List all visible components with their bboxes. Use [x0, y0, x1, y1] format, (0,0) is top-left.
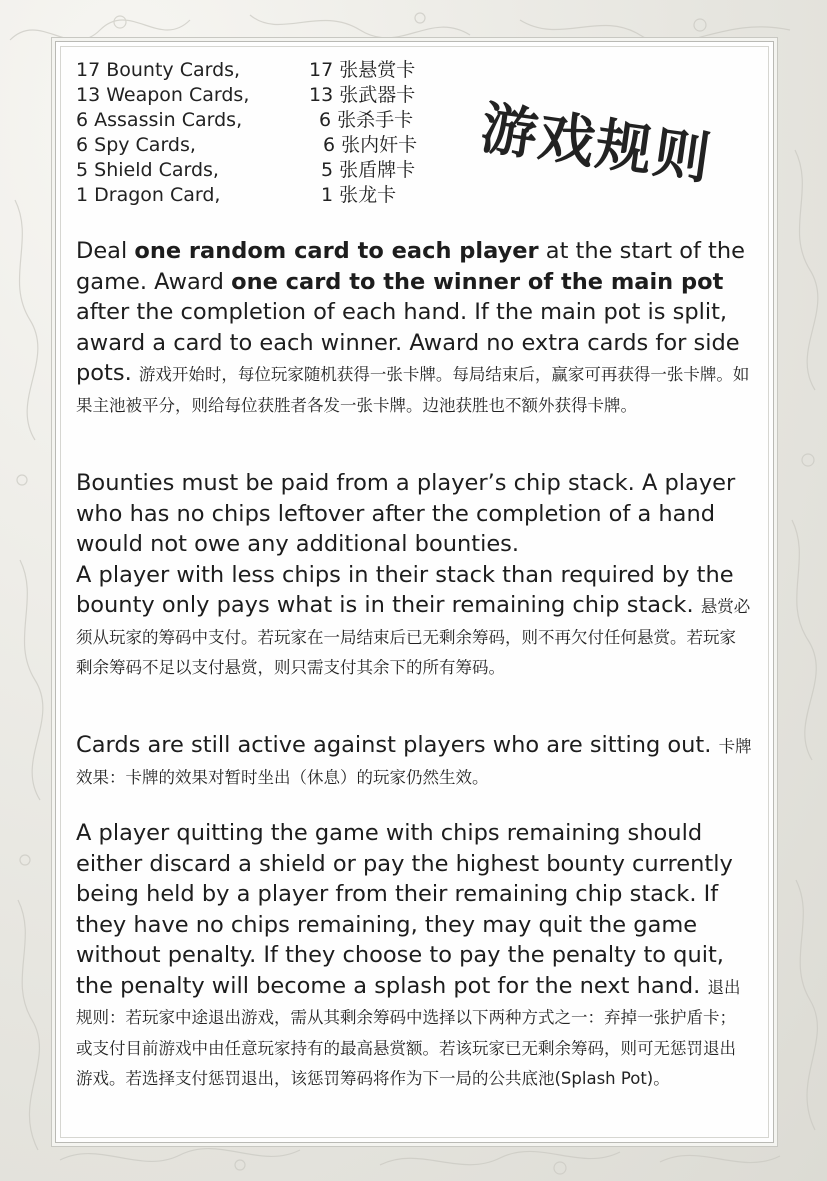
active-cards-section — [76, 730, 752, 791]
deal-rules-section — [76, 236, 752, 419]
card-name-zh: 17 张悬赏卡 — [309, 59, 416, 81]
card-name-zh: 6 张内奸卡 — [323, 134, 418, 156]
quitting-text: A player quitting the game with chips remaining should either discard a shield or pay the highest bounty currently being held by a player from their remaining chip stack. If they have no chips remaining, they may quit the game without penalty. If they choose to pay the penalty to quit, the penalty will become a splash pot for the next hand. — [76, 820, 733, 999]
quitting-section — [76, 818, 752, 1093]
card-name-en: 6 Spy Cards, — [76, 134, 196, 156]
card-name-en: 5 Shield Cards, — [76, 159, 219, 181]
card-list-item — [76, 83, 417, 108]
card-list-item — [76, 158, 417, 183]
card-list-item — [76, 58, 417, 83]
card-name-zh: 5 张盾牌卡 — [321, 159, 416, 181]
bounties-text-1: Bounties must be paid from a player’s chip stack. A player who has no chips leftover after the completion of a hand would not owe any additional bounties. — [76, 470, 736, 557]
card-list-item — [76, 133, 417, 158]
bounties-text-zh: 悬赏必须从玩家的筹码中支付。若玩家在一局结束后已无剩余筹码，则不再欠付任何悬赏。若玩家剩余筹码不足以支付悬赏，则只需支付其余下的所有筹码。 — [76, 597, 751, 677]
card-name-en: 17 Bounty Cards, — [76, 59, 241, 81]
bounties-text-2: A player with less chips in their stack than required by the bounty only pays what is in their remaining chip stack. — [76, 561, 734, 618]
deal-text-zh: 游戏开始时，每位玩家随机获得一张卡牌。每局结束后，赢家可再获得一张卡牌。如果主池被平分，则给每位获胜者各发一张卡牌。边池获胜也不额外获得卡牌。 — [76, 365, 750, 415]
deal-text: at the start of the game. Award — [76, 238, 745, 295]
card-name-zh: 13 张武器卡 — [309, 84, 416, 106]
card-name-zh: 6 张杀手卡 — [319, 109, 414, 131]
card-list — [76, 58, 417, 208]
card-name-zh: 1 张龙卡 — [321, 184, 397, 206]
page-title: 游戏规则 — [476, 95, 716, 193]
deal-text: after the completion of each hand. If the main pot is split, award a card to each winner. Award no extra cards for side pots. — [76, 299, 740, 386]
deal-highlight-1: one random card to each player — [134, 238, 539, 264]
card-list-item — [76, 108, 417, 133]
quitting-text-zh: 退出规则：若玩家中途退出游戏，需从其剩余筹码中选择以下两种方式之一：弃掉一张护盾卡；或支付目前游戏中由任意玩家持有的最高悬赏额。若该玩家已无剩余筹码，则可无惩罚退出游戏。若选择支付惩罚退出，该惩罚筹码将作为下一局的公共底池(Splash Pot)。 — [76, 977, 741, 1088]
active-cards-text-zh: 卡牌效果：卡牌的效果对暂时坐出（休息）的玩家仍然生效。 — [76, 737, 752, 787]
card-list-item — [76, 183, 417, 208]
deal-text: Deal — [76, 238, 135, 264]
bounties-section — [76, 468, 752, 682]
card-name-en: 6 Assassin Cards, — [76, 109, 243, 131]
card-name-en: 1 Dragon Card, — [76, 184, 221, 206]
active-cards-text: Cards are still active against players who are sitting out. — [76, 732, 712, 758]
deal-highlight-2: one card to the winner of the main pot — [231, 268, 724, 295]
card-name-en: 13 Weapon Cards, — [76, 84, 250, 106]
